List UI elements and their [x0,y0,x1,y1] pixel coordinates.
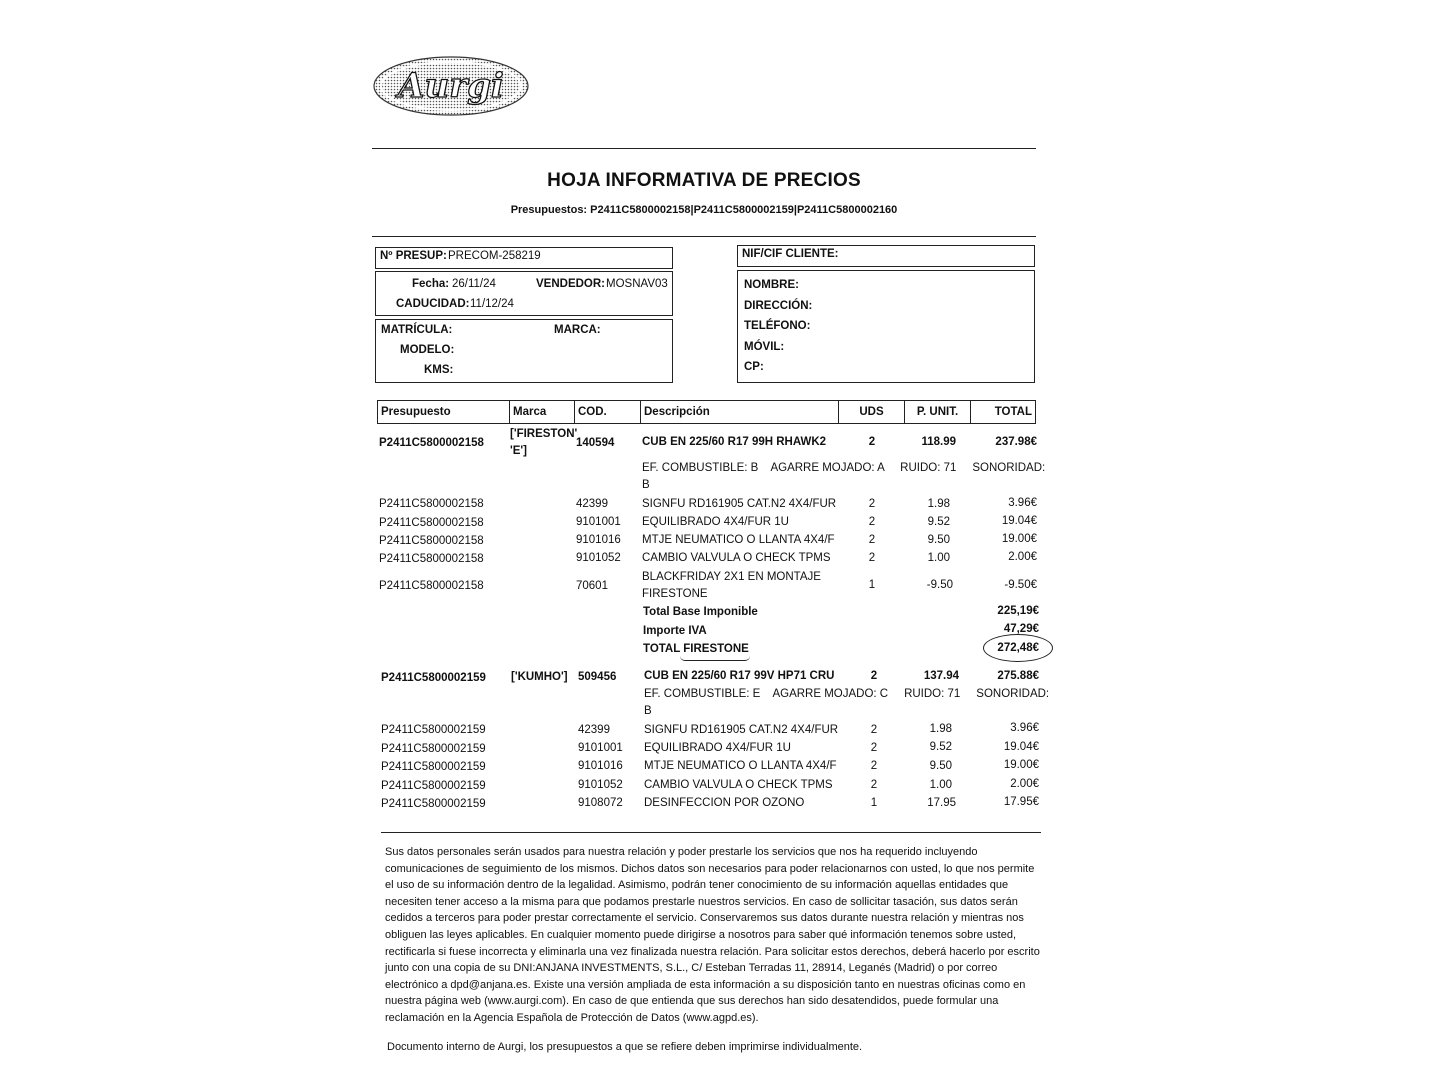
cell-total: 19.00€ [1003,759,1039,771]
cell-cod: 9101016 [576,534,621,546]
cell-punit: 17.95 [927,797,956,809]
cell-desc: BLACKFRIDAY 2X1 EN MONTAJE [642,571,821,583]
presupuestos-value: P2411C5800002158|P2411C5800002159|P2411C5800002160 [590,204,898,216]
cell-punit: 9.52 [929,741,952,753]
cell-presupuesto: P2411C5800002159 [381,761,486,773]
cell-uds: 2 [870,724,878,736]
cell-cod: 42399 [576,498,608,510]
cell-punit: 9.50 [929,760,952,772]
cell-cod: 140594 [576,437,615,449]
fecha-value: 26/11/24 [452,278,496,290]
col-total: TOTAL [970,400,1036,424]
cell-uds: 1 [868,579,876,591]
fecha-box [375,271,673,316]
cp-label: CP: [744,361,764,373]
cell-desc-line2: FIRESTONE [642,588,708,600]
cell-desc: EQUILIBRADO 4X4/FUR 1U [644,742,791,754]
cell-punit: 1.98 [927,498,950,510]
caducidad-value: 11/12/24 [470,298,514,310]
cell-cod: 9101052 [578,779,623,791]
cell-cod: 9108072 [578,797,623,809]
cell-total: 3.96€ [1010,722,1039,734]
cell-cod: 70601 [576,580,608,592]
handwritten-underline [680,656,750,661]
cell-presupuesto: P2411C5800002159 [381,780,486,792]
cell-marca: ['FIRESTON' [510,428,578,440]
cell-punit: 1.00 [927,552,950,564]
total-firestone-value: 272,48€ [997,642,1039,654]
cell-punit: 118.99 [921,436,956,448]
cell-cod: 9101001 [578,742,623,754]
cell-total: 19.00€ [1001,533,1037,545]
col-cod: COD. [574,400,641,424]
document-title: HOJA INFORMATIVA DE PRECIOS [547,170,861,191]
cell-uds: 2 [870,670,878,682]
base-imponible-value: 225,19€ [997,605,1039,617]
cell-desc: MTJE NEUMATICO O LLANTA 4X4/F [642,534,835,546]
cell-punit: 1.98 [929,723,952,735]
legal-text: Sus datos personales serán usados para nuestra relación y poder prestarle los servicios que nos ha requerido incluyendo comunicaciones de seguimiento de los mismos. Dichos datos son necesarios para poder relacionarnos con usted, lo que nos permite el uso de su información dentro de la legalidad. Asimismo, podrán tener conocimiento de su información aquellas entidades que necesiten tener acceso a la misma para que podamos prestarle nuestros servicios. En caso de sollicitar tasación, sus datos serán cedidos a terceros para poder prestar correctamente el servicio. Conservaremos sus datos durante nuestra relación y mientras nos obliguen las leyes aplicables. En cualquier momento puede dirigirse a nosotros para saber qué información tenemos sobre usted, rectificarla si fuese incorrecta y eliminarla una vez finalizada nuestra relación. Para solicitar estos derechos, deberá hacerlo por escrito junto con una copia de su DNI:ANJANA INVESTMENTS, S.L., C/ Esteban Terradas 11, 28914, Leganés (Madrid) o por correo electrónico a dpd@anjana.es. Existe una versión ampliada de esta información a su disposición tanto en nuestras oficinas como en nuestra página web (www.aurgi.com). En caso de que entienda que sus derechos han sido desatendidos, puede formular una reclamación en la Agencia Española de Protección de Datos (www.agpd.es). [385,846,1040,1024]
cell-desc: MTJE NEUMATICO O LLANTA 4X4/F [644,760,837,772]
cell-punit: -9.50 [926,579,953,591]
telefono-label: TELÉFONO: [744,320,811,332]
cell-desc: CUB EN 225/60 R17 99H RHAWK2 [642,436,827,448]
cell-uds: 2 [870,760,878,772]
matricula-label: MATRÍCULA: [381,324,453,336]
handwritten-circle [983,634,1053,662]
cell-presupuesto: P2411C5800002158 [379,535,484,547]
marca-label: MARCA: [554,324,601,336]
cell-presupuesto: P2411C5800002159 [381,743,486,755]
cell-presupuesto: P2411C5800002159 [381,798,486,810]
vendedor-value: MOSNAV03 [606,278,668,290]
col-descripcion: Descripción [640,400,839,424]
cell-desc: CUB EN 225/60 R17 99V HP71 CRU [644,670,835,682]
nombre-label: NOMBRE: [744,279,799,291]
eu-label-line2: B [644,705,652,717]
cell-desc: CAMBIO VALVULA O CHECK TPMS [642,552,831,564]
top-rule [372,148,1036,149]
cell-uds: 1 [870,797,878,809]
cell-uds: 2 [870,742,878,754]
cell-total: 237.98€ [995,436,1037,448]
cell-cod: 509456 [578,671,617,683]
eu-label-line: EF. COMBUSTIBLE: B AGARRE MOJADO: A RUIDO: 71 SONORIDAD: [642,462,1046,474]
cell-total: 19.04€ [1001,515,1037,527]
cell-presupuesto: P2411C5800002158 [379,580,484,592]
presupuestos-list [372,204,1036,216]
cell-desc: EQUILIBRADO 4X4/FUR 1U [642,516,789,528]
cell-punit: 9.50 [927,534,950,546]
cell-uds: 2 [868,552,876,564]
cell-desc: SIGNFU RD161905 CAT.N2 4X4/FUR [642,498,837,510]
cell-presupuesto: P2411C5800002158 [379,553,484,565]
iva-label: Importe IVA [643,625,707,637]
col-punit: P. UNIT. [904,400,971,424]
iva-value: 47,29€ [1003,623,1039,635]
cell-total: 3.96€ [1008,497,1037,509]
cell-desc: DESINFECCION POR OZONO [644,797,805,809]
caducidad-label: CADUCIDAD: [396,298,470,310]
nif-label: NIF/CIF CLIENTE: [742,248,839,260]
svg-text:Aurgi: Aurgi [398,66,504,106]
cell-total: 2.00€ [1008,551,1037,563]
npresup-box [375,247,673,269]
direccion-label: DIRECCIÓN: [744,300,813,312]
cell-total: 2.00€ [1010,778,1039,790]
total-firestone-label: TOTAL FIRESTONE [643,643,749,655]
cell-total: 19.04€ [1003,741,1039,753]
cell-desc: CAMBIO VALVULA O CHECK TPMS [644,779,833,791]
cell-marca: ['KUMHO'] [511,671,568,683]
cell-total: -9.50€ [1004,579,1037,591]
cell-cod: 9101001 [576,516,621,528]
cell-uds: 2 [868,516,876,528]
footer-rule [381,832,1041,833]
cell-presupuesto: P2411C5800002159 [381,672,486,684]
npresup-label: Nº PRESUP: [380,250,447,262]
cell-presupuesto: P2411C5800002159 [381,724,486,736]
cell-total: 17.95€ [1003,796,1039,808]
fecha-label: Fecha: [412,278,450,290]
cell-total: 275.88€ [997,670,1039,682]
eu-label-line2: B [642,479,650,491]
cell-punit: 137.94 [923,670,959,682]
cell-punit: 9.52 [927,516,950,528]
cell-uds: 2 [868,534,876,546]
npresup-value: PRECOM-258219 [448,250,541,262]
nif-box [737,245,1035,267]
cell-presupuesto: P2411C5800002158 [379,517,484,529]
cell-cod: 42399 [578,724,610,736]
cell-cod: 9101052 [576,552,621,564]
col-uds: UDS [838,400,905,424]
cell-punit: 1.00 [929,779,952,791]
header-rule [372,236,1036,237]
col-marca: Marca [509,400,575,424]
footnote: Documento interno de Aurgi, los presupuestos a que se refiere deben imprimirse individualmente. [387,1041,863,1053]
aurgi-logo [372,55,530,117]
cell-cod: 9101016 [578,760,623,772]
cell-marca-line2: 'E'] [510,445,527,457]
vehiculo-box [375,319,673,383]
cell-uds: 2 [868,436,876,448]
vendedor-label: VENDEDOR: [536,278,606,290]
cell-presupuesto: P2411C5800002158 [379,437,484,449]
cell-uds: 2 [868,498,876,510]
kms-label: KMS: [424,364,454,376]
cell-desc: SIGNFU RD161905 CAT.N2 4X4/FUR [644,724,839,736]
cell-uds: 2 [870,779,878,791]
cliente-box [737,270,1035,383]
col-presupuesto: Presupuesto [377,400,510,424]
cell-presupuesto: P2411C5800002158 [379,498,484,510]
movil-label: MÓVIL: [744,341,785,353]
base-imponible-label: Total Base Imponible [643,606,758,618]
eu-label-line: EF. COMBUSTIBLE: E AGARRE MOJADO: C RUIDO: 71 SONORIDAD: [644,688,1050,700]
modelo-label: MODELO: [400,344,455,356]
presupuestos-label: Presupuestos: [510,204,588,216]
